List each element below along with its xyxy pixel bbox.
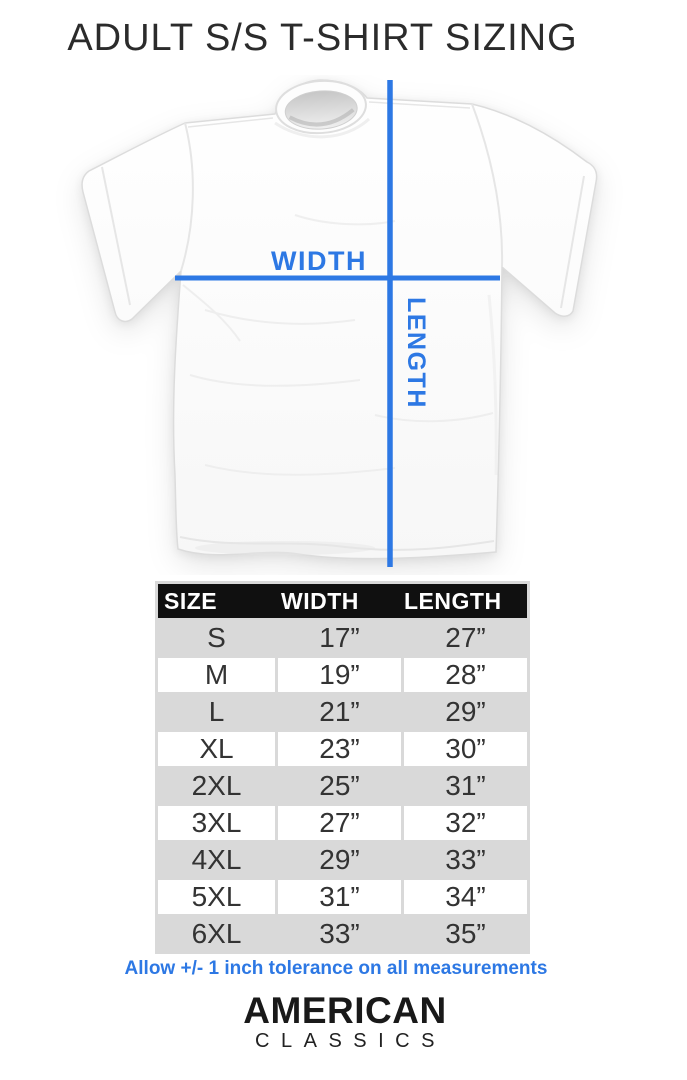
size-table-header — [158, 584, 527, 618]
cell-width: 33” — [278, 917, 401, 951]
cell-width: 19” — [278, 658, 401, 692]
table-row — [158, 769, 527, 803]
cell-size: 3XL — [158, 806, 275, 840]
table-row — [158, 732, 527, 766]
table-row — [158, 880, 527, 914]
table-row — [158, 843, 527, 877]
cell-size: 5XL — [158, 880, 275, 914]
header-cell-size: SIZE — [164, 588, 218, 614]
cell-length: 33” — [404, 843, 527, 877]
table-row — [158, 917, 527, 951]
page-title: ADULT S/S T-SHIRT SIZING — [67, 17, 578, 59]
cell-width: 25” — [278, 769, 401, 803]
cell-size: XL — [158, 732, 275, 766]
cell-length: 27” — [404, 621, 527, 655]
cell-size: 6XL — [158, 917, 275, 951]
cell-width: 31” — [278, 880, 401, 914]
cell-size: S — [158, 621, 275, 655]
cell-length: 35” — [404, 917, 527, 951]
width-label: WIDTH — [271, 246, 367, 276]
cell-length: 32” — [404, 806, 527, 840]
table-row — [158, 658, 527, 692]
cell-width: 17” — [278, 621, 401, 655]
tshirt-diagram — [55, 75, 635, 575]
tolerance-note: Allow +/- 1 inch tolerance on all measurements — [124, 958, 548, 979]
cell-size: 2XL — [158, 769, 275, 803]
cell-length: 31” — [404, 769, 527, 803]
cell-width: 21” — [278, 695, 401, 729]
table-row — [158, 806, 527, 840]
cell-length: 30” — [404, 732, 527, 766]
length-label: LENGTH — [402, 297, 430, 409]
brand-subname: CLASSICS — [255, 1030, 446, 1052]
cell-width: 29” — [278, 843, 401, 877]
cell-size: L — [158, 695, 275, 729]
brand-logo — [0, 992, 687, 1052]
cell-width: 23” — [278, 732, 401, 766]
cell-size: M — [158, 658, 275, 692]
tshirt-silhouette — [82, 80, 597, 559]
header-cell-width: WIDTH — [281, 588, 359, 614]
size-table — [155, 581, 530, 954]
table-row — [158, 695, 527, 729]
cell-size: 4XL — [158, 843, 275, 877]
cell-length: 29” — [404, 695, 527, 729]
cell-width: 27” — [278, 806, 401, 840]
header-cell-length: LENGTH — [404, 588, 502, 614]
cell-length: 34” — [404, 880, 527, 914]
brand-name: AMERICAN — [243, 990, 447, 1031]
cell-length: 28” — [404, 658, 527, 692]
table-row — [158, 621, 527, 655]
